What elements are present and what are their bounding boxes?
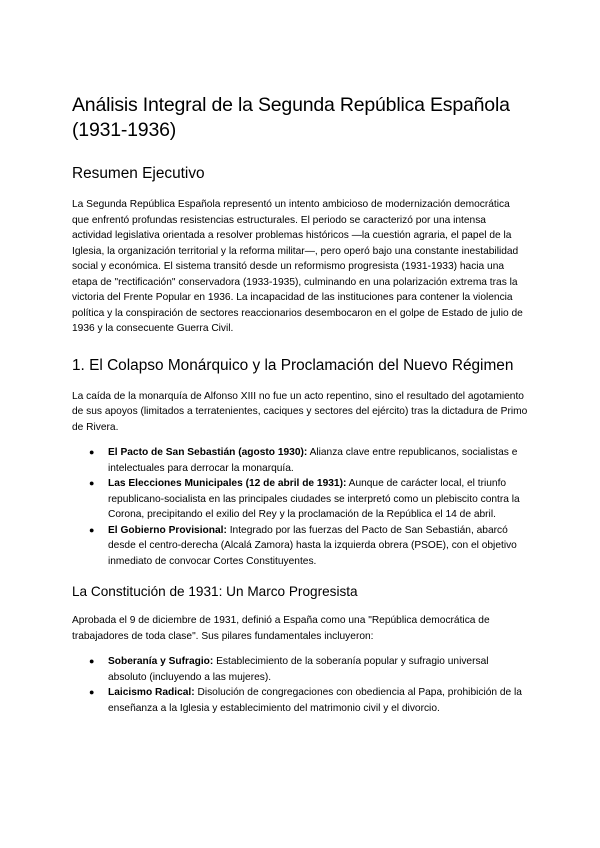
list-item: ● El Pacto de San Sebastián (agosto 1930): Alianza clave entre republicanos, socialistas e intelectuales para derrocar la monarquía. [89, 447, 518, 474]
section-heading-constitucion: La Constitución de 1931: Un Marco Progresista [72, 584, 358, 599]
constitucion-paragraph: Aprobada el 9 de diciembre de 1931, definió a España como una "República democrática de trabajadores de toda clase". Sus pilares fundamentales incluyeron: [72, 615, 490, 642]
section-heading-colapso: 1. El Colapso Monárquico y la Proclamación del Nuevo Régimen [72, 356, 514, 374]
resumen-paragraph: La Segunda República Española representó un intento ambicioso de modernización democrática que enfrentó profundas resistencias estructurales. El periodo se caracterizó por una intensa actividad legislativa orientada a resolver problemas históricos —la cuestión agraria, el papel de la Iglesia, la organización territorial y la reforma militar—, pero operó bajo una constante inestabilidad social y económica. El sistema transitó desde un reformismo progresista (1931-1933) hacia una etapa de "rectificación" conservadora (1933-1935), culminando en una polarización extrema tras la victoria del Frente Popular en 1936. La incapacidad de las instituciones para contener la violencia política y la conspiración de sectores reaccionarios desembocaron en el golpe de Estado de julio de 1936 y la consecuente Guerra Civil. [72, 199, 523, 334]
constitucion-list [72, 654, 528, 716]
bullet-icon: ● [89, 687, 95, 697]
list-item: ● Soberanía y Sufragio: Establecimiento de la soberanía popular y sufragio universal absoluto (incluyendo a las mujeres). [89, 656, 489, 683]
bullet-icon: ● [89, 478, 95, 488]
bullet-icon: ● [89, 656, 95, 666]
list-item: ● Laicismo Radical: Disolución de congregaciones con obediencia al Papa, prohibición de la enseñanza a la Iglesia y establecimiento del matrimonio civil y el divorcio. [89, 687, 522, 714]
document-title: Análisis Integral de la Segunda República Española (1931-1936) [72, 94, 510, 141]
section-heading-resumen: Resumen Ejecutivo [72, 165, 205, 182]
list-item: ● Las Elecciones Municipales (12 de abril de 1931): Aunque de carácter local, el triunfo republicano-socialista en las principales ciudades se interpretó como un plebiscito contra la Corona, precipitando el exilio del Rey y la proclamación de la República el 14 de abril. [89, 478, 520, 520]
colapso-paragraph: La caída de la monarquía de Alfonso XIII no fue un acto repentino, sino el resultado del agotamiento de sus apoyos (limitados a terratenientes, caciques y sectores del ejército) tras la dictadura de Primo de Rivera. [72, 390, 528, 433]
colapso-list [72, 445, 528, 569]
bullet-icon: ● [89, 524, 95, 535]
bullet-icon: ● [89, 447, 95, 457]
list-item: ● El Gobierno Provisional: Integrado por las fuerzas del Pacto de San Sebastián, abarcó desde el centro-derecha (Alcalá Zamora) hasta la izquierda obrera (PSOE), con el objetivo inmediato de convocar Cortes Constituyentes. [89, 524, 517, 567]
